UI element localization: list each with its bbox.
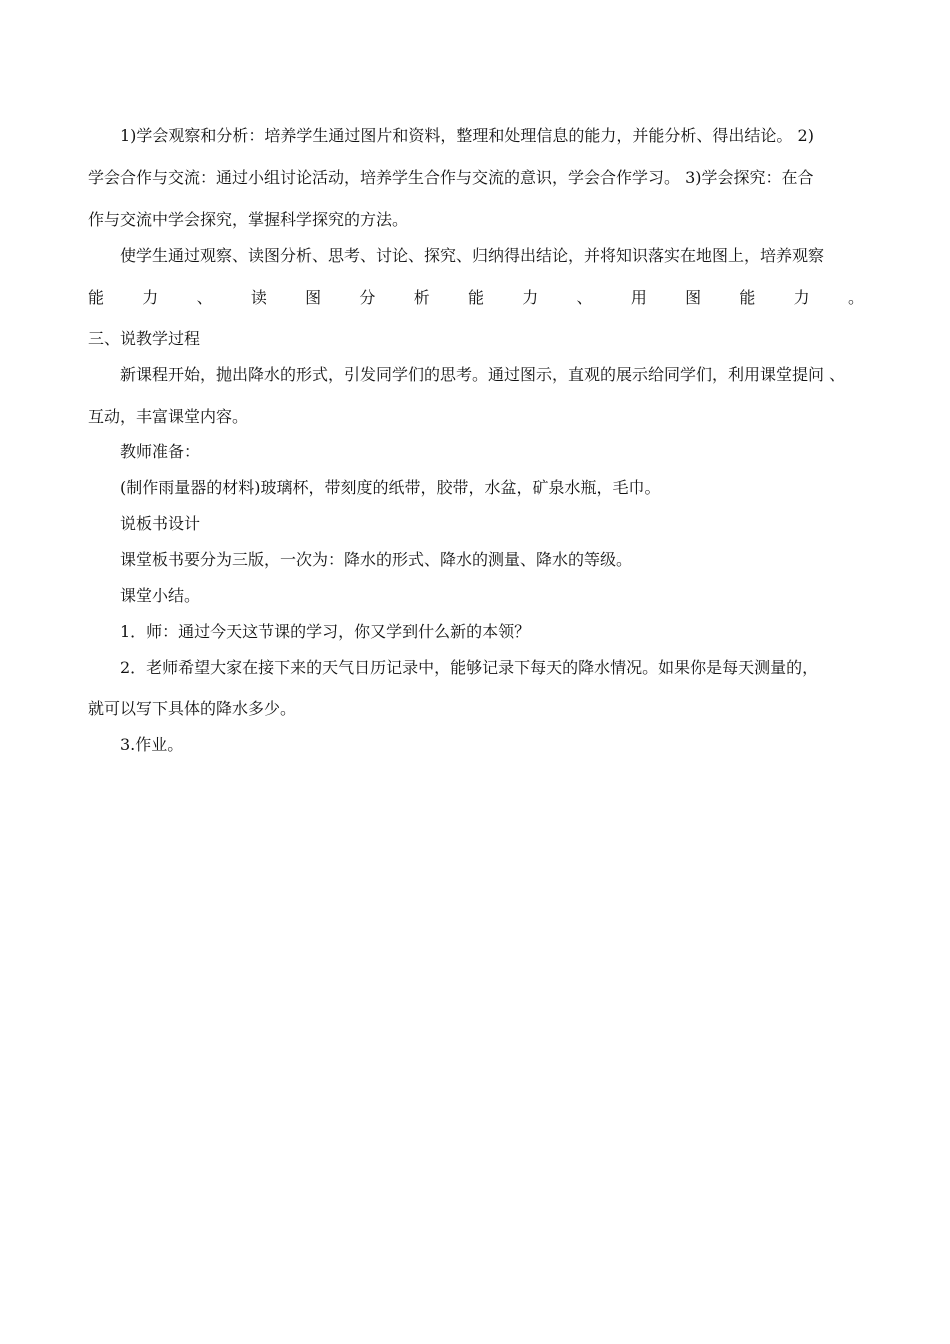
paragraph-skills-line-2 — [88, 287, 864, 309]
justified-char: 、 — [576, 288, 593, 307]
justified-char: 能 — [88, 288, 105, 307]
paragraph-intro-line-2: 互动，丰富课堂内容。 — [88, 407, 249, 426]
justified-char: 能 — [467, 288, 484, 307]
justified-char: 读 — [250, 288, 267, 307]
justified-char: 能 — [739, 288, 756, 307]
board-design-text: 课堂板书要分为三版，一次为：降水的形式、降水的测量、降水的等级。 — [120, 550, 633, 569]
paragraph-intro-line-1: 新课程开始，抛出降水的形式，引发同学们的思考。通过图示，直观的展示给同学们，利用课堂提问 、 — [120, 365, 846, 384]
justified-char: 力 — [522, 288, 539, 307]
justified-char: 、 — [196, 288, 213, 307]
justified-char: 析 — [413, 288, 430, 307]
summary-item-1: 1．师：通过今天这节课的学习，你又学到什么新的本领？ — [120, 622, 531, 641]
justified-char: 力 — [142, 288, 159, 307]
paragraph-skills-line-1: 使学生通过观察、读图分析、思考、讨论、探究、归纳得出结论，并将知识落实在地图上，培养观察 — [120, 246, 825, 265]
justified-char: 用 — [630, 288, 647, 307]
justified-char: 力 — [793, 288, 810, 307]
justified-char: 。 — [847, 288, 864, 307]
board-design-heading: 说板书设计 — [120, 514, 201, 533]
teacher-preparation-label: 教师准备： — [120, 442, 201, 461]
paragraph-objectives-line-1: 1)学会观察和分析：培养学生通过图片和资料，整理和处理信息的能力，并能分析、得出结论。 2) — [120, 126, 814, 145]
class-summary-heading: 课堂小结。 — [120, 586, 201, 605]
justified-char: 图 — [685, 288, 702, 307]
paragraph-objectives-line-2: 学会合作与交流：通过小组讨论活动，培养学生合作与交流的意识，学会合作学习。 3)学会探究：在合 — [88, 168, 814, 187]
justified-char: 分 — [359, 288, 376, 307]
section-heading-teaching-process: 三、说教学过程 — [88, 329, 201, 348]
justified-char: 图 — [305, 288, 322, 307]
summary-item-2-line-2: 就可以写下具体的降水多少。 — [88, 699, 297, 718]
summary-item-3: 3.作业。 — [120, 735, 184, 754]
materials-list: (制作雨量器的材料)玻璃杯，带刻度的纸带，胶带，水盆，矿泉水瓶，毛巾。 — [120, 478, 661, 497]
paragraph-objectives-line-3: 作与交流中学会探究，掌握科学探究的方法。 — [88, 210, 409, 229]
summary-item-2-line-1: 2．老师希望大家在接下来的天气日历记录中，能够记录下每天的降水情况。如果你是每天测量的， — [120, 658, 819, 677]
